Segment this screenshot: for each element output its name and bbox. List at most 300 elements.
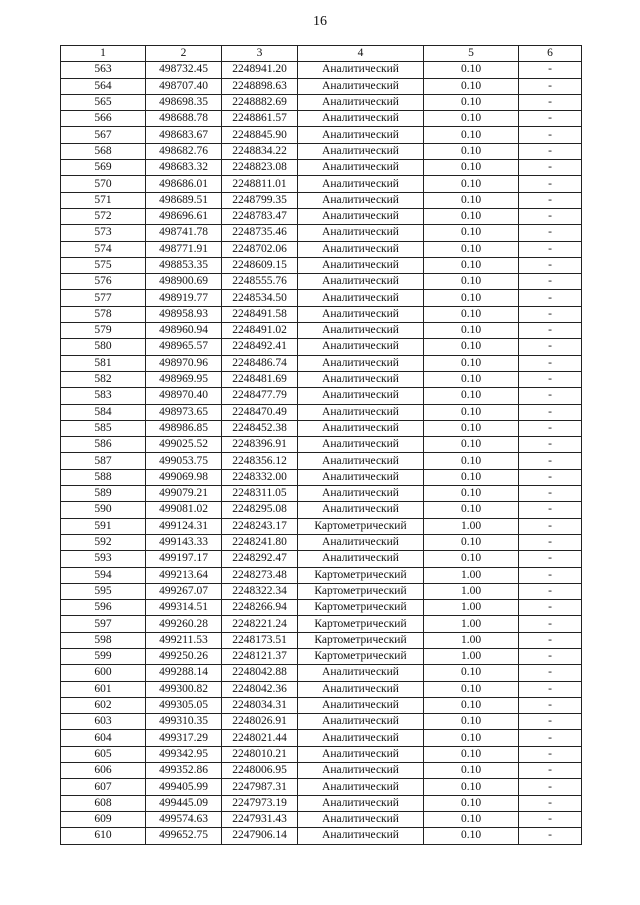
y-coordinate-cell: 2248396.91 [222, 437, 298, 453]
accuracy-cell: 0.10 [424, 730, 519, 746]
accuracy-cell: 0.10 [424, 388, 519, 404]
point-number-cell: 599 [61, 648, 146, 664]
y-coordinate-cell: 2248486.74 [222, 355, 298, 371]
note-cell: - [519, 62, 582, 78]
point-number-cell: 568 [61, 143, 146, 159]
table-row [61, 616, 582, 632]
accuracy-cell: 0.10 [424, 551, 519, 567]
note-cell: - [519, 665, 582, 681]
point-number-cell: 596 [61, 600, 146, 616]
point-number-cell: 595 [61, 583, 146, 599]
note-cell: - [519, 371, 582, 387]
point-number-cell: 585 [61, 420, 146, 436]
method-cell: Аналитический [298, 388, 424, 404]
y-coordinate-cell: 2248026.91 [222, 714, 298, 730]
x-coordinate-cell: 498698.35 [146, 94, 222, 110]
accuracy-cell: 0.10 [424, 127, 519, 143]
x-coordinate-cell: 498973.65 [146, 404, 222, 420]
table-row [61, 127, 582, 143]
point-number-cell: 594 [61, 567, 146, 583]
accuracy-cell: 1.00 [424, 632, 519, 648]
method-cell: Аналитический [298, 502, 424, 518]
y-coordinate-cell: 2248491.58 [222, 306, 298, 322]
table-row [61, 78, 582, 94]
note-cell: - [519, 290, 582, 306]
point-number-cell: 609 [61, 811, 146, 827]
column-header: 5 [424, 46, 519, 62]
point-number-cell: 603 [61, 714, 146, 730]
x-coordinate-cell: 499305.05 [146, 697, 222, 713]
x-coordinate-cell: 499310.35 [146, 714, 222, 730]
table-row [61, 534, 582, 550]
table-row [61, 600, 582, 616]
y-coordinate-cell: 2248811.01 [222, 176, 298, 192]
method-cell: Аналитический [298, 453, 424, 469]
x-coordinate-cell: 499069.98 [146, 469, 222, 485]
accuracy-cell: 0.10 [424, 143, 519, 159]
accuracy-cell: 1.00 [424, 567, 519, 583]
x-coordinate-cell: 498853.35 [146, 257, 222, 273]
method-cell: Картометрический [298, 648, 424, 664]
table-row [61, 811, 582, 827]
y-coordinate-cell: 2248492.41 [222, 339, 298, 355]
y-coordinate-cell: 2247906.14 [222, 828, 298, 844]
method-cell: Аналитический [298, 143, 424, 159]
x-coordinate-cell: 499197.17 [146, 551, 222, 567]
accuracy-cell: 0.10 [424, 665, 519, 681]
method-cell: Картометрический [298, 518, 424, 534]
y-coordinate-cell: 2248491.02 [222, 323, 298, 339]
x-coordinate-cell: 499124.31 [146, 518, 222, 534]
note-cell: - [519, 730, 582, 746]
x-coordinate-cell: 499081.02 [146, 502, 222, 518]
note-cell: - [519, 746, 582, 762]
note-cell: - [519, 811, 582, 827]
x-coordinate-cell: 498682.76 [146, 143, 222, 159]
point-number-cell: 588 [61, 469, 146, 485]
method-cell: Аналитический [298, 828, 424, 844]
method-cell: Аналитический [298, 192, 424, 208]
y-coordinate-cell: 2248042.88 [222, 665, 298, 681]
accuracy-cell: 0.10 [424, 437, 519, 453]
point-number-cell: 584 [61, 404, 146, 420]
point-number-cell: 575 [61, 257, 146, 273]
point-number-cell: 577 [61, 290, 146, 306]
x-coordinate-cell: 499053.75 [146, 453, 222, 469]
x-coordinate-cell: 499025.52 [146, 437, 222, 453]
method-cell: Аналитический [298, 208, 424, 224]
y-coordinate-cell: 2247973.19 [222, 795, 298, 811]
y-coordinate-cell: 2248034.31 [222, 697, 298, 713]
accuracy-cell: 0.10 [424, 176, 519, 192]
note-cell: - [519, 534, 582, 550]
note-cell: - [519, 714, 582, 730]
table-row [61, 779, 582, 795]
x-coordinate-cell: 498970.96 [146, 355, 222, 371]
accuracy-cell: 0.10 [424, 828, 519, 844]
accuracy-cell: 0.10 [424, 681, 519, 697]
accuracy-cell: 0.10 [424, 746, 519, 762]
column-header: 4 [298, 46, 424, 62]
x-coordinate-cell: 498696.61 [146, 208, 222, 224]
method-cell: Картометрический [298, 567, 424, 583]
note-cell: - [519, 437, 582, 453]
accuracy-cell: 0.10 [424, 339, 519, 355]
x-coordinate-cell: 499652.75 [146, 828, 222, 844]
x-coordinate-cell: 499317.29 [146, 730, 222, 746]
method-cell: Аналитический [298, 811, 424, 827]
note-cell: - [519, 779, 582, 795]
y-coordinate-cell: 2248783.47 [222, 208, 298, 224]
point-number-cell: 578 [61, 306, 146, 322]
point-number-cell: 580 [61, 339, 146, 355]
method-cell: Аналитический [298, 779, 424, 795]
y-coordinate-cell: 2248221.24 [222, 616, 298, 632]
accuracy-cell: 0.10 [424, 192, 519, 208]
point-number-cell: 573 [61, 225, 146, 241]
note-cell: - [519, 176, 582, 192]
note-cell: - [519, 339, 582, 355]
method-cell: Аналитический [298, 339, 424, 355]
y-coordinate-cell: 2248834.22 [222, 143, 298, 159]
accuracy-cell: 0.10 [424, 763, 519, 779]
accuracy-cell: 0.10 [424, 257, 519, 273]
table-row [61, 746, 582, 762]
accuracy-cell: 0.10 [424, 779, 519, 795]
table-row [61, 583, 582, 599]
table-row [61, 257, 582, 273]
x-coordinate-cell: 498958.93 [146, 306, 222, 322]
x-coordinate-cell: 499079.21 [146, 486, 222, 502]
accuracy-cell: 0.10 [424, 714, 519, 730]
method-cell: Аналитический [298, 160, 424, 176]
accuracy-cell: 0.10 [424, 111, 519, 127]
table-row [61, 143, 582, 159]
method-cell: Аналитический [298, 127, 424, 143]
table-row [61, 274, 582, 290]
table-row [61, 160, 582, 176]
x-coordinate-cell: 498965.57 [146, 339, 222, 355]
method-cell: Аналитический [298, 225, 424, 241]
table-header [61, 46, 582, 62]
point-number-cell: 582 [61, 371, 146, 387]
column-header: 1 [61, 46, 146, 62]
table-row [61, 404, 582, 420]
x-coordinate-cell: 498970.40 [146, 388, 222, 404]
table-row [61, 371, 582, 387]
y-coordinate-cell: 2248322.34 [222, 583, 298, 599]
y-coordinate-cell: 2248861.57 [222, 111, 298, 127]
x-coordinate-cell: 498686.01 [146, 176, 222, 192]
note-cell: - [519, 567, 582, 583]
y-coordinate-cell: 2248898.63 [222, 78, 298, 94]
y-coordinate-cell: 2248941.20 [222, 62, 298, 78]
x-coordinate-cell: 499300.82 [146, 681, 222, 697]
method-cell: Аналитический [298, 274, 424, 290]
accuracy-cell: 0.10 [424, 160, 519, 176]
method-cell: Аналитический [298, 486, 424, 502]
method-cell: Аналитический [298, 62, 424, 78]
table-row [61, 225, 582, 241]
accuracy-cell: 0.10 [424, 404, 519, 420]
y-coordinate-cell: 2248295.08 [222, 502, 298, 518]
accuracy-cell: 0.10 [424, 697, 519, 713]
method-cell: Аналитический [298, 469, 424, 485]
table-row [61, 828, 582, 844]
method-cell: Аналитический [298, 697, 424, 713]
y-coordinate-cell: 2248311.05 [222, 486, 298, 502]
point-number-cell: 598 [61, 632, 146, 648]
x-coordinate-cell: 498986.85 [146, 420, 222, 436]
note-cell: - [519, 160, 582, 176]
y-coordinate-cell: 2248121.37 [222, 648, 298, 664]
table-row [61, 763, 582, 779]
table-row [61, 648, 582, 664]
accuracy-cell: 0.10 [424, 453, 519, 469]
note-cell: - [519, 828, 582, 844]
y-coordinate-cell: 2248241.80 [222, 534, 298, 550]
y-coordinate-cell: 2248006.95 [222, 763, 298, 779]
method-cell: Аналитический [298, 94, 424, 110]
table-row [61, 208, 582, 224]
note-cell: - [519, 274, 582, 290]
accuracy-cell: 0.10 [424, 811, 519, 827]
y-coordinate-cell: 2248356.12 [222, 453, 298, 469]
y-coordinate-cell: 2248266.94 [222, 600, 298, 616]
table-row [61, 355, 582, 371]
point-number-cell: 579 [61, 323, 146, 339]
table-row [61, 176, 582, 192]
x-coordinate-cell: 499352.86 [146, 763, 222, 779]
point-number-cell: 590 [61, 502, 146, 518]
y-coordinate-cell: 2248042.36 [222, 681, 298, 697]
point-number-cell: 572 [61, 208, 146, 224]
accuracy-cell: 0.10 [424, 208, 519, 224]
table-row [61, 551, 582, 567]
method-cell: Аналитический [298, 306, 424, 322]
x-coordinate-cell: 499211.53 [146, 632, 222, 648]
accuracy-cell: 1.00 [424, 616, 519, 632]
note-cell: - [519, 404, 582, 420]
y-coordinate-cell: 2248010.21 [222, 746, 298, 762]
table-row [61, 697, 582, 713]
note-cell: - [519, 306, 582, 322]
y-coordinate-cell: 2248702.06 [222, 241, 298, 257]
x-coordinate-cell: 498919.77 [146, 290, 222, 306]
x-coordinate-cell: 498689.51 [146, 192, 222, 208]
point-number-cell: 565 [61, 94, 146, 110]
y-coordinate-cell: 2248534.50 [222, 290, 298, 306]
note-cell: - [519, 600, 582, 616]
method-cell: Аналитический [298, 404, 424, 420]
method-cell: Аналитический [298, 290, 424, 306]
accuracy-cell: 0.10 [424, 94, 519, 110]
point-number-cell: 589 [61, 486, 146, 502]
accuracy-cell: 0.10 [424, 420, 519, 436]
method-cell: Аналитический [298, 420, 424, 436]
note-cell: - [519, 94, 582, 110]
table-row [61, 714, 582, 730]
accuracy-cell: 0.10 [424, 323, 519, 339]
table-row [61, 665, 582, 681]
method-cell: Аналитический [298, 730, 424, 746]
y-coordinate-cell: 2248823.08 [222, 160, 298, 176]
method-cell: Аналитический [298, 355, 424, 371]
method-cell: Картометрический [298, 600, 424, 616]
point-number-cell: 586 [61, 437, 146, 453]
note-cell: - [519, 486, 582, 502]
x-coordinate-cell: 498683.32 [146, 160, 222, 176]
x-coordinate-cell: 499213.64 [146, 567, 222, 583]
point-number-cell: 583 [61, 388, 146, 404]
y-coordinate-cell: 2248845.90 [222, 127, 298, 143]
x-coordinate-cell: 499342.95 [146, 746, 222, 762]
accuracy-cell: 0.10 [424, 241, 519, 257]
note-cell: - [519, 208, 582, 224]
note-cell: - [519, 241, 582, 257]
note-cell: - [519, 616, 582, 632]
point-number-cell: 605 [61, 746, 146, 762]
table-row [61, 469, 582, 485]
method-cell: Аналитический [298, 176, 424, 192]
y-coordinate-cell: 2248477.79 [222, 388, 298, 404]
point-number-cell: 574 [61, 241, 146, 257]
point-number-cell: 591 [61, 518, 146, 534]
table-row [61, 730, 582, 746]
y-coordinate-cell: 2248173.51 [222, 632, 298, 648]
point-number-cell: 570 [61, 176, 146, 192]
point-number-cell: 604 [61, 730, 146, 746]
note-cell: - [519, 518, 582, 534]
accuracy-cell: 1.00 [424, 648, 519, 664]
note-cell: - [519, 225, 582, 241]
method-cell: Картометрический [298, 616, 424, 632]
table-row [61, 795, 582, 811]
table-row [61, 502, 582, 518]
note-cell: - [519, 583, 582, 599]
point-number-cell: 601 [61, 681, 146, 697]
y-coordinate-cell: 2248470.49 [222, 404, 298, 420]
note-cell: - [519, 763, 582, 779]
table-row [61, 420, 582, 436]
method-cell: Аналитический [298, 665, 424, 681]
x-coordinate-cell: 498741.78 [146, 225, 222, 241]
accuracy-cell: 0.10 [424, 795, 519, 811]
table-row [61, 437, 582, 453]
method-cell: Аналитический [298, 437, 424, 453]
table-row [61, 290, 582, 306]
x-coordinate-cell: 498900.69 [146, 274, 222, 290]
accuracy-cell: 0.10 [424, 274, 519, 290]
table-row [61, 567, 582, 583]
note-cell: - [519, 143, 582, 159]
note-cell: - [519, 551, 582, 567]
y-coordinate-cell: 2248609.15 [222, 257, 298, 273]
method-cell: Аналитический [298, 111, 424, 127]
table-row [61, 681, 582, 697]
table-row [61, 323, 582, 339]
y-coordinate-cell: 2248481.69 [222, 371, 298, 387]
method-cell: Картометрический [298, 632, 424, 648]
header-row [61, 46, 582, 62]
y-coordinate-cell: 2248243.17 [222, 518, 298, 534]
accuracy-cell: 0.10 [424, 502, 519, 518]
method-cell: Аналитический [298, 551, 424, 567]
point-number-cell: 571 [61, 192, 146, 208]
x-coordinate-cell: 499143.33 [146, 534, 222, 550]
point-number-cell: 576 [61, 274, 146, 290]
y-coordinate-cell: 2248735.46 [222, 225, 298, 241]
accuracy-cell: 0.10 [424, 534, 519, 550]
method-cell: Аналитический [298, 241, 424, 257]
table-row [61, 518, 582, 534]
method-cell: Аналитический [298, 795, 424, 811]
point-number-cell: 597 [61, 616, 146, 632]
method-cell: Аналитический [298, 534, 424, 550]
point-number-cell: 587 [61, 453, 146, 469]
x-coordinate-cell: 498688.78 [146, 111, 222, 127]
note-cell: - [519, 111, 582, 127]
accuracy-cell: 0.10 [424, 306, 519, 322]
point-number-cell: 563 [61, 62, 146, 78]
method-cell: Аналитический [298, 714, 424, 730]
x-coordinate-cell: 498969.95 [146, 371, 222, 387]
note-cell: - [519, 78, 582, 94]
method-cell: Аналитический [298, 371, 424, 387]
method-cell: Аналитический [298, 323, 424, 339]
note-cell: - [519, 453, 582, 469]
accuracy-cell: 0.10 [424, 290, 519, 306]
note-cell: - [519, 697, 582, 713]
note-cell: - [519, 127, 582, 143]
x-coordinate-cell: 498960.94 [146, 323, 222, 339]
x-coordinate-cell: 499267.07 [146, 583, 222, 599]
y-coordinate-cell: 2248452.38 [222, 420, 298, 436]
point-number-cell: 606 [61, 763, 146, 779]
x-coordinate-cell: 499405.99 [146, 779, 222, 795]
column-header: 2 [146, 46, 222, 62]
note-cell: - [519, 420, 582, 436]
note-cell: - [519, 795, 582, 811]
x-coordinate-cell: 498771.91 [146, 241, 222, 257]
accuracy-cell: 0.10 [424, 371, 519, 387]
point-number-cell: 608 [61, 795, 146, 811]
table-row [61, 62, 582, 78]
x-coordinate-cell: 499314.51 [146, 600, 222, 616]
method-cell: Аналитический [298, 78, 424, 94]
point-number-cell: 602 [61, 697, 146, 713]
page-number: 16 [313, 14, 327, 29]
table-row [61, 339, 582, 355]
method-cell: Аналитический [298, 746, 424, 762]
x-coordinate-cell: 498707.40 [146, 78, 222, 94]
accuracy-cell: 0.10 [424, 62, 519, 78]
point-number-cell: 593 [61, 551, 146, 567]
y-coordinate-cell: 2248273.48 [222, 567, 298, 583]
accuracy-cell: 1.00 [424, 583, 519, 599]
table-row [61, 94, 582, 110]
accuracy-cell: 0.10 [424, 225, 519, 241]
accuracy-cell: 1.00 [424, 600, 519, 616]
note-cell: - [519, 469, 582, 485]
y-coordinate-cell: 2248332.00 [222, 469, 298, 485]
x-coordinate-cell: 499574.63 [146, 811, 222, 827]
y-coordinate-cell: 2248799.35 [222, 192, 298, 208]
note-cell: - [519, 355, 582, 371]
x-coordinate-cell: 499445.09 [146, 795, 222, 811]
y-coordinate-cell: 2248882.69 [222, 94, 298, 110]
note-cell: - [519, 502, 582, 518]
